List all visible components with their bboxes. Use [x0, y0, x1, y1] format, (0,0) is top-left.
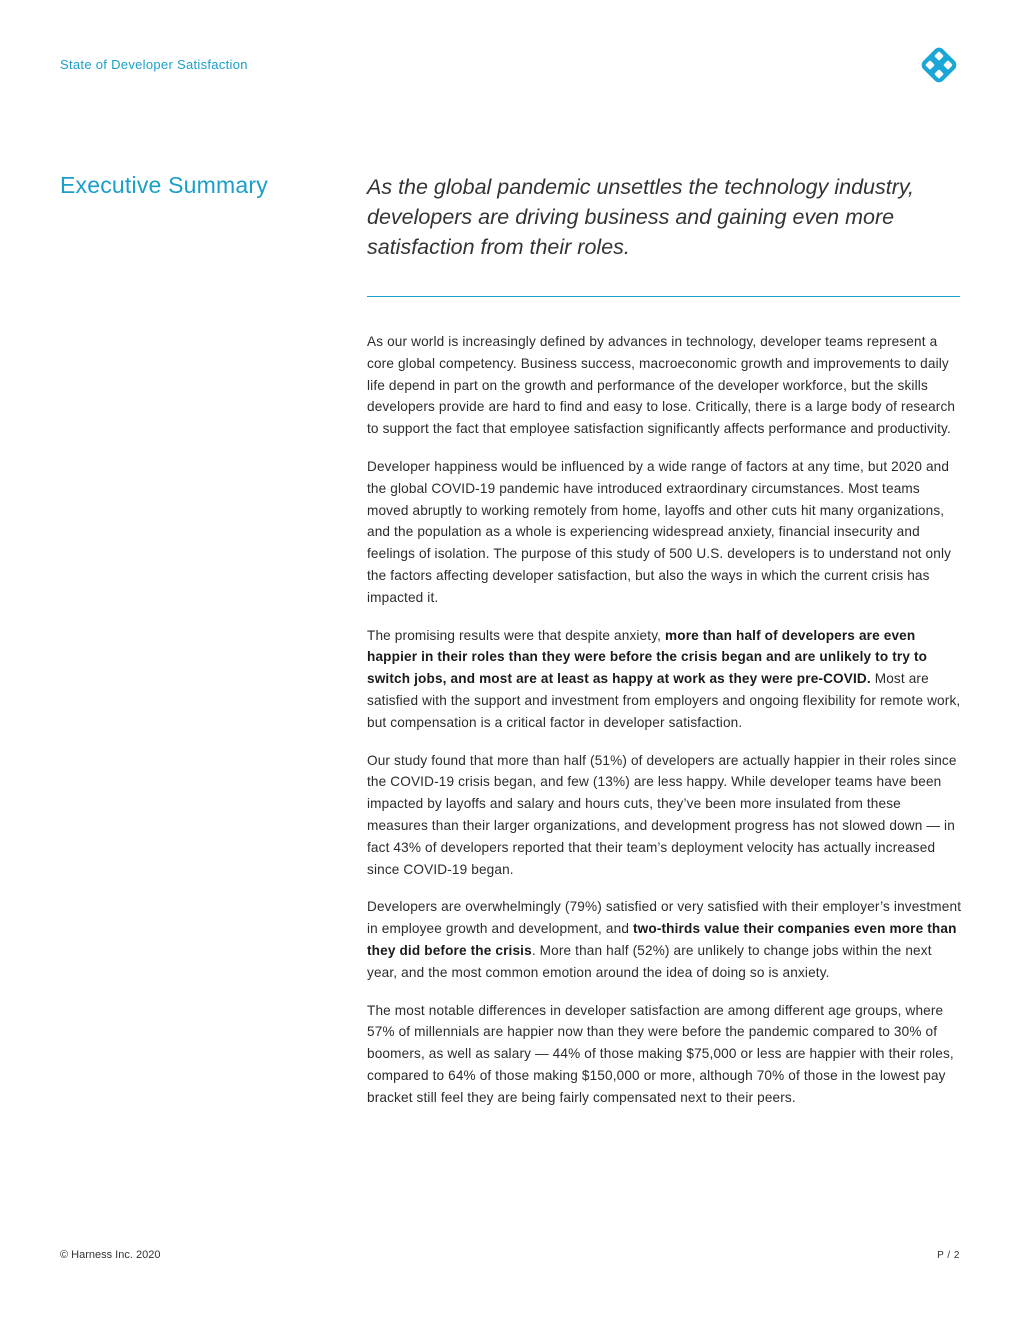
section-heading: Executive Summary	[60, 172, 268, 198]
paragraph-3-highlight: more than half of developers are even happier in their roles than they were before the crisis began and are unlikely to try to switch jobs, and most are at least as happy at work as they were pre-COVID.	[367, 627, 928, 687]
lead-statement: As the global pandemic unsettles the technology industry, developers are driving business and gaining even more satisfaction from their roles.	[367, 175, 914, 259]
harness-logo-icon	[917, 43, 961, 87]
paragraph-2: Developer happiness would be influenced by a wide range of factors at any time, but 2020 and the global COVID-19 pandemic have introduced extraordinary circumstances. Most teams moved abruptly to working remotely from home, layoffs and other cuts hit many organizations, and the population as a whole is experiencing widespread anxiety, financial insecurity and feelings of isolation. The purpose of this study of 500 U.S. developers is to understand not only the factors affecting developer satisfaction, but also the ways in which the current crisis has impacted it.	[367, 458, 952, 605]
paragraph-3	[367, 625, 963, 734]
paragraph-3-rest: Most are satisfied with the support and investment from employers and ongoing flexibility for remote work, but compensation is a critical factor in developer satisfaction.	[367, 671, 961, 730]
paragraph-3-lead: The promising results were that despite anxiety,	[367, 627, 665, 643]
paragraph-6: The most notable differences in developer satisfaction are among different age groups, where 57% of millennials are happier now than they were before the pandemic compared to 30% of boomers, as well as salary — 44% of those making $75,000 or less are happier with their roles, compared to 64% of those making $150,000 or more, although 70% of those in the lowest pay bracket still feel they are being fairly compensated next to their peers.	[367, 1002, 954, 1105]
paragraph-4: Our study found that more than half (51%) of developers are actually happier in their roles since the COVID-19 crisis began, and few (13%) are less happy. While developer teams have been impacted by layoffs and salary and hours cuts, they’ve been more insulated from these measures than their larger organizations, and development progress has not slowed down — in fact 43% of developers reported that their team’s deployment velocity has actually increased since COVID-19 began.	[367, 752, 957, 877]
paragraph-5-highlight: two-thirds value their companies even more than they did before the crisis	[367, 921, 957, 958]
body-text	[367, 331, 963, 1125]
footer-copyright: © Harness Inc. 2020	[60, 1249, 161, 1261]
paragraph-5-rest: . More than half (52%) are unlikely to change jobs within the next year, and the most common emotion around the idea of doing so is anxiety.	[367, 942, 932, 980]
divider-rule	[367, 296, 960, 297]
paragraph-5-lead: Developers are overwhelmingly (79%) satisfied or very satisfied with their employer’s investment in employee growth and development, and	[367, 899, 962, 937]
paragraph-5	[367, 896, 963, 983]
paragraph-1: As our world is increasingly defined by advances in technology, developer teams represent a core global competency. Business success, macroeconomic growth and improvements to daily life depend in part on the growth and performance of the developer workforce, but the skills developers provide are hard to find and easy to lose. Critically, there is a large body of research to support the fact that employee satisfaction significantly affects performance and productivity.	[367, 334, 956, 437]
document-title: State of Developer Satisfaction	[60, 57, 248, 72]
footer-page-number: P / 2	[937, 1250, 960, 1261]
